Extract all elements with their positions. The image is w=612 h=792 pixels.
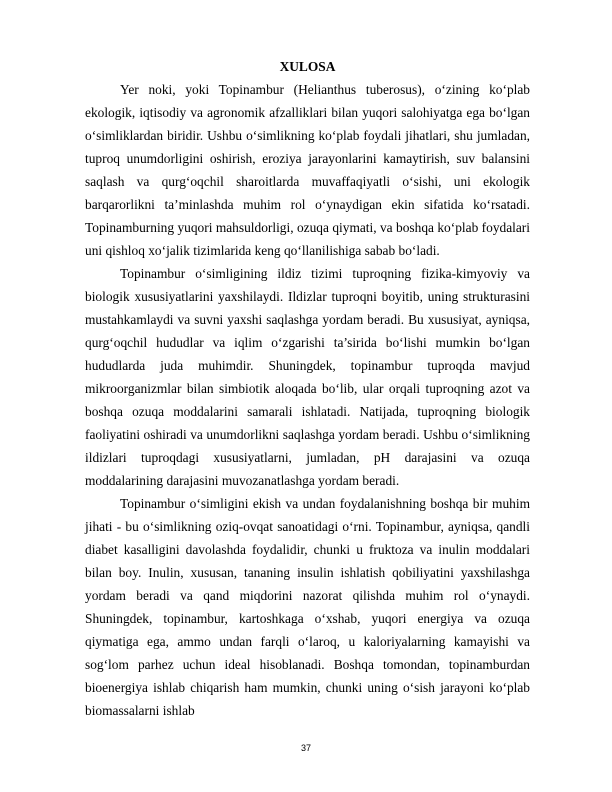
paragraph-intro: Yer noki, yoki Topinambur (Helianthus tuberosus), o‘zining ko‘plab ekologik, iqtisodiy va agronomik afzalliklari bilan yuqori salohiyatga ega bo‘lgan o‘simliklardan biridir. Ushbu o‘simlikning ko‘plab foydali jihatlari, shu jumladan, tuproq unumdorligini oshirish, eroziya jarayonlarini kamaytirish, suv balansini saqlash va qurg‘oqchil sharoitlarda muvaffaqiyatli o‘sishi, uni ekologik barqarorlikni ta’minlashda muhim rol o‘ynaydigan ekin sifatida ko‘rsatadi. Topinamburning yuqori mahsuldorligi, ozuqa qiymati, va boshqa ko‘plab foydalari uni qishloq xo‘jalik tizimlarida keng qo‘llanilishiga sabab bo‘ladi. xyxy=(85,82,530,258)
document-body xyxy=(85,55,530,722)
paragraph-root-system: Topinambur o‘simligining ildiz tizimi tuproqning fizika-kimyoviy va biologik xususiyatlarini yaxshilaydi. Ildizlar tuproqni boyitib, uning strukturasini mustahkamlaydi va suvni yaxshi saqlashga yordam beradi. Bu xususiyat, ayniqsa, qurg‘oqchil hududlar va iqlim o‘zgarishi ta’sirida bo‘lishi mumkin bo‘lgan hududlarda juda muhimdir. Shuningdek, topinambur tuproqda mavjud mikroorganizmlar bilan simbiotik aloqada bo‘lib, ular orqali tuproqning azot va boshqa ozuqa moddalarini samarali ishlatadi. Natijada, tuproqning biologik faoliyatini oshiradi va unumdorlikni saqlashga yordam beradi. Ushbu o‘simlikning ildizlari tuproqdagi xususiyatlarni, jumladan, pH darajasini va ozuqa moddalarining darajasini muvozanatlashga yordam beradi. xyxy=(85,266,530,488)
page-number: 37 xyxy=(300,743,311,753)
paragraph-food-industry: Topinambur o‘simligini ekish va undan foydalanishning boshqa bir muhim jihati - bu o‘simlikning oziq-ovqat sanoatidagi o‘rni. Topinambur, ayniqsa, qandli diabet kasalligini davolashda foydalidir, chunki u fruktoza va inulin moddalari bilan boy. Inulin, xususan, tananing insulin ishlatish qobiliyatini yaxshilashga yordam beradi va qand miqdorini nazorat qilishda muhim rol o‘ynaydi. Shuningdek, topinambur, kartoshkaga o‘xshab, yuqori energiya va ozuqa qiymatiga ega, ammo undan farqli o‘laroq, u kaloriyalarning kamayishi va sog‘lom parhez uchun ideal hisoblanadi. Boshqa tomondan, topinamburdan bioenergiya ishlab chiqarish ham mumkin, chunki uning o‘sish jarayoni ko‘plab biomassalarni ishlab xyxy=(85,496,530,718)
section-title: XULOSA xyxy=(279,59,336,74)
